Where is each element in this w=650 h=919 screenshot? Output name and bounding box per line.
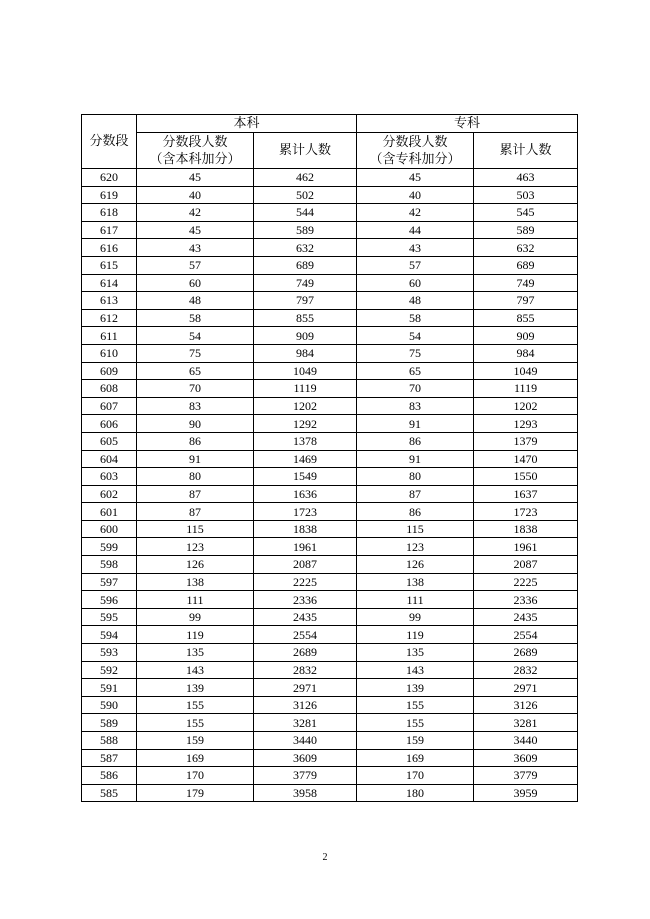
undergrad-cumulative-cell: 1202 <box>254 397 357 415</box>
undergrad-count-header-line2: （含本科加分） <box>149 151 241 167</box>
vocational-header: 专科 <box>357 115 578 133</box>
vocational-count-cell: 86 <box>357 503 474 521</box>
vocational-count-header <box>357 133 474 169</box>
vocational-count-cell: 91 <box>357 415 474 433</box>
score-cell: 618 <box>82 204 137 222</box>
undergrad-count-header-line1: 分数段人数 <box>162 134 228 150</box>
undergrad-cumulative-cell: 3281 <box>254 714 357 732</box>
undergrad-cumulative-cell: 855 <box>254 309 357 327</box>
table-row <box>82 679 578 697</box>
table-row <box>82 204 578 222</box>
score-cell: 617 <box>82 221 137 239</box>
vocational-cumulative-cell: 3440 <box>474 732 578 750</box>
undergrad-count-cell: 65 <box>137 362 254 380</box>
undergrad-count-cell: 45 <box>137 221 254 239</box>
vocational-count-cell: 155 <box>357 714 474 732</box>
vocational-cumulative-cell: 1637 <box>474 485 578 503</box>
vocational-count-cell: 180 <box>357 784 474 802</box>
vocational-count-cell: 86 <box>357 432 474 450</box>
vocational-count-cell: 99 <box>357 608 474 626</box>
score-cell: 619 <box>82 186 137 204</box>
vocational-cumulative-header: 累计人数 <box>474 133 578 169</box>
undergrad-count-cell: 111 <box>137 591 254 609</box>
score-cell: 611 <box>82 327 137 345</box>
vocational-cumulative-cell: 3281 <box>474 714 578 732</box>
vocational-cumulative-cell: 1202 <box>474 397 578 415</box>
table-row <box>82 644 578 662</box>
vocational-cumulative-cell: 1838 <box>474 520 578 538</box>
undergrad-count-cell: 170 <box>137 767 254 785</box>
table-row <box>82 256 578 274</box>
undergrad-cumulative-cell: 589 <box>254 221 357 239</box>
table-row <box>82 309 578 327</box>
undergrad-cumulative-cell: 3779 <box>254 767 357 785</box>
table-body <box>82 169 578 802</box>
undergrad-count-cell: 155 <box>137 696 254 714</box>
vocational-count-cell: 159 <box>357 732 474 750</box>
score-cell: 604 <box>82 450 137 468</box>
vocational-cumulative-cell: 2087 <box>474 556 578 574</box>
vocational-cumulative-cell: 1049 <box>474 362 578 380</box>
undergrad-count-cell: 60 <box>137 274 254 292</box>
vocational-cumulative-cell: 1723 <box>474 503 578 521</box>
score-cell: 612 <box>82 309 137 327</box>
score-cell: 620 <box>82 169 137 187</box>
table-row <box>82 503 578 521</box>
undergrad-count-cell: 54 <box>137 327 254 345</box>
undergrad-cumulative-cell: 1549 <box>254 468 357 486</box>
score-cell: 613 <box>82 292 137 310</box>
score-cell: 594 <box>82 626 137 644</box>
undergrad-cumulative-cell: 502 <box>254 186 357 204</box>
vocational-count-cell: 60 <box>357 274 474 292</box>
table-row <box>82 344 578 362</box>
table-row <box>82 380 578 398</box>
score-cell: 616 <box>82 239 137 257</box>
vocational-cumulative-cell: 2336 <box>474 591 578 609</box>
undergrad-cumulative-cell: 1636 <box>254 485 357 503</box>
score-cell: 608 <box>82 380 137 398</box>
vocational-cumulative-cell: 2554 <box>474 626 578 644</box>
undergrad-count-cell: 179 <box>137 784 254 802</box>
undergrad-header: 本科 <box>137 115 357 133</box>
undergrad-count-cell: 83 <box>137 397 254 415</box>
undergrad-cumulative-cell: 1723 <box>254 503 357 521</box>
undergrad-count-cell: 43 <box>137 239 254 257</box>
score-cell: 593 <box>82 644 137 662</box>
vocational-count-cell: 119 <box>357 626 474 644</box>
undergrad-count-cell: 159 <box>137 732 254 750</box>
vocational-count-cell: 42 <box>357 204 474 222</box>
score-cell: 592 <box>82 661 137 679</box>
vocational-count-cell: 139 <box>357 679 474 697</box>
vocational-cumulative-cell: 2971 <box>474 679 578 697</box>
undergrad-cumulative-cell: 3958 <box>254 784 357 802</box>
table-row <box>82 538 578 556</box>
table-row <box>82 169 578 187</box>
score-cell: 606 <box>82 415 137 433</box>
vocational-count-cell: 169 <box>357 749 474 767</box>
vocational-count-cell: 138 <box>357 573 474 591</box>
table-row <box>82 485 578 503</box>
vocational-cumulative-cell: 855 <box>474 309 578 327</box>
vocational-count-cell: 65 <box>357 362 474 380</box>
table-row <box>82 591 578 609</box>
vocational-count-cell: 170 <box>357 767 474 785</box>
vocational-count-cell: 91 <box>357 450 474 468</box>
undergrad-count-cell: 91 <box>137 450 254 468</box>
undergrad-count-cell: 90 <box>137 415 254 433</box>
vocational-count-cell: 70 <box>357 380 474 398</box>
vocational-cumulative-cell: 2225 <box>474 573 578 591</box>
vocational-count-cell: 44 <box>357 221 474 239</box>
vocational-cumulative-cell: 3609 <box>474 749 578 767</box>
vocational-count-cell: 43 <box>357 239 474 257</box>
undergrad-cumulative-cell: 2971 <box>254 679 357 697</box>
table-row <box>82 432 578 450</box>
score-cell: 603 <box>82 468 137 486</box>
score-cell: 609 <box>82 362 137 380</box>
vocational-count-cell: 115 <box>357 520 474 538</box>
undergrad-cumulative-cell: 1961 <box>254 538 357 556</box>
vocational-cumulative-cell: 909 <box>474 327 578 345</box>
undergrad-cumulative-cell: 1378 <box>254 432 357 450</box>
undergrad-count-cell: 48 <box>137 292 254 310</box>
table-row <box>82 767 578 785</box>
table-row <box>82 221 578 239</box>
undergrad-count-cell: 119 <box>137 626 254 644</box>
undergrad-cumulative-cell: 1049 <box>254 362 357 380</box>
table-row <box>82 520 578 538</box>
vocational-count-cell: 57 <box>357 256 474 274</box>
score-cell: 587 <box>82 749 137 767</box>
score-cell: 600 <box>82 520 137 538</box>
undergrad-cumulative-cell: 1292 <box>254 415 357 433</box>
vocational-cumulative-cell: 797 <box>474 292 578 310</box>
table-row <box>82 327 578 345</box>
undergrad-cumulative-cell: 2435 <box>254 608 357 626</box>
header-group-row <box>82 115 578 133</box>
table-row <box>82 274 578 292</box>
undergrad-cumulative-cell: 984 <box>254 344 357 362</box>
undergrad-cumulative-cell: 749 <box>254 274 357 292</box>
undergrad-cumulative-cell: 2554 <box>254 626 357 644</box>
score-cell: 598 <box>82 556 137 574</box>
undergrad-cumulative-cell: 1119 <box>254 380 357 398</box>
score-cell: 585 <box>82 784 137 802</box>
score-cell: 599 <box>82 538 137 556</box>
vocational-count-cell: 143 <box>357 661 474 679</box>
score-cell: 605 <box>82 432 137 450</box>
undergrad-count-cell: 45 <box>137 169 254 187</box>
vocational-cumulative-cell: 1119 <box>474 380 578 398</box>
vocational-count-cell: 48 <box>357 292 474 310</box>
score-distribution-table <box>81 114 578 802</box>
page-number: 2 <box>322 852 328 863</box>
undergrad-count-cell: 169 <box>137 749 254 767</box>
undergrad-cumulative-header: 累计人数 <box>254 133 357 169</box>
undergrad-count-cell: 138 <box>137 573 254 591</box>
vocational-count-cell: 111 <box>357 591 474 609</box>
table-row <box>82 608 578 626</box>
vocational-cumulative-cell: 2435 <box>474 608 578 626</box>
undergrad-cumulative-cell: 462 <box>254 169 357 187</box>
score-cell: 595 <box>82 608 137 626</box>
undergrad-cumulative-cell: 2832 <box>254 661 357 679</box>
vocational-cumulative-cell: 689 <box>474 256 578 274</box>
vocational-cumulative-cell: 2832 <box>474 661 578 679</box>
undergrad-cumulative-cell: 3126 <box>254 696 357 714</box>
table-row <box>82 626 578 644</box>
table-row <box>82 661 578 679</box>
table-row <box>82 468 578 486</box>
vocational-cumulative-cell: 1550 <box>474 468 578 486</box>
undergrad-cumulative-cell: 544 <box>254 204 357 222</box>
undergrad-count-cell: 42 <box>137 204 254 222</box>
undergrad-cumulative-cell: 689 <box>254 256 357 274</box>
vocational-count-cell: 58 <box>357 309 474 327</box>
vocational-cumulative-cell: 545 <box>474 204 578 222</box>
undergrad-count-cell: 87 <box>137 503 254 521</box>
table-row <box>82 292 578 310</box>
undergrad-cumulative-cell: 909 <box>254 327 357 345</box>
vocational-cumulative-cell: 1293 <box>474 415 578 433</box>
undergrad-count-cell: 40 <box>137 186 254 204</box>
vocational-count-cell: 45 <box>357 169 474 187</box>
table-row <box>82 749 578 767</box>
score-cell: 615 <box>82 256 137 274</box>
vocational-count-cell: 87 <box>357 485 474 503</box>
table-row <box>82 415 578 433</box>
score-cell: 590 <box>82 696 137 714</box>
table-row <box>82 573 578 591</box>
score-cell: 614 <box>82 274 137 292</box>
vocational-count-cell: 75 <box>357 344 474 362</box>
vocational-cumulative-cell: 589 <box>474 221 578 239</box>
undergrad-count-cell: 87 <box>137 485 254 503</box>
table-row <box>82 186 578 204</box>
undergrad-count-cell: 143 <box>137 661 254 679</box>
score-cell: 601 <box>82 503 137 521</box>
undergrad-cumulative-cell: 3440 <box>254 732 357 750</box>
vocational-count-cell: 155 <box>357 696 474 714</box>
undergrad-count-cell: 115 <box>137 520 254 538</box>
undergrad-cumulative-cell: 1838 <box>254 520 357 538</box>
vocational-cumulative-cell: 3959 <box>474 784 578 802</box>
vocational-count-header-line1: 分数段人数 <box>382 134 448 150</box>
header-sub-row <box>82 133 578 169</box>
undergrad-cumulative-cell: 3609 <box>254 749 357 767</box>
vocational-cumulative-cell: 749 <box>474 274 578 292</box>
vocational-cumulative-cell: 503 <box>474 186 578 204</box>
score-cell: 596 <box>82 591 137 609</box>
vocational-cumulative-cell: 1470 <box>474 450 578 468</box>
undergrad-count-header <box>137 133 254 169</box>
score-cell: 586 <box>82 767 137 785</box>
undergrad-count-cell: 75 <box>137 344 254 362</box>
undergrad-cumulative-cell: 2087 <box>254 556 357 574</box>
vocational-cumulative-cell: 463 <box>474 169 578 187</box>
score-cell: 607 <box>82 397 137 415</box>
table-row <box>82 556 578 574</box>
undergrad-count-cell: 86 <box>137 432 254 450</box>
score-cell: 588 <box>82 732 137 750</box>
undergrad-cumulative-cell: 2689 <box>254 644 357 662</box>
score-cell: 597 <box>82 573 137 591</box>
vocational-count-cell: 54 <box>357 327 474 345</box>
table-row <box>82 397 578 415</box>
undergrad-cumulative-cell: 2225 <box>254 573 357 591</box>
vocational-count-cell: 126 <box>357 556 474 574</box>
table-row <box>82 450 578 468</box>
table-row <box>82 362 578 380</box>
undergrad-cumulative-cell: 2336 <box>254 591 357 609</box>
table-row <box>82 714 578 732</box>
vocational-cumulative-cell: 3779 <box>474 767 578 785</box>
vocational-count-cell: 80 <box>357 468 474 486</box>
vocational-count-cell: 123 <box>357 538 474 556</box>
undergrad-count-cell: 123 <box>137 538 254 556</box>
vocational-cumulative-cell: 2689 <box>474 644 578 662</box>
score-cell: 589 <box>82 714 137 732</box>
vocational-count-cell: 83 <box>357 397 474 415</box>
vocational-cumulative-cell: 1379 <box>474 432 578 450</box>
undergrad-count-cell: 58 <box>137 309 254 327</box>
undergrad-count-cell: 135 <box>137 644 254 662</box>
score-cell: 610 <box>82 344 137 362</box>
undergrad-cumulative-cell: 1469 <box>254 450 357 468</box>
vocational-cumulative-cell: 984 <box>474 344 578 362</box>
undergrad-cumulative-cell: 632 <box>254 239 357 257</box>
undergrad-cumulative-cell: 797 <box>254 292 357 310</box>
vocational-count-cell: 40 <box>357 186 474 204</box>
score-segment-header: 分数段 <box>82 115 137 169</box>
vocational-count-cell: 135 <box>357 644 474 662</box>
undergrad-count-cell: 155 <box>137 714 254 732</box>
undergrad-count-cell: 57 <box>137 256 254 274</box>
vocational-cumulative-cell: 3126 <box>474 696 578 714</box>
table-row <box>82 784 578 802</box>
score-cell: 591 <box>82 679 137 697</box>
table-row <box>82 239 578 257</box>
undergrad-count-cell: 139 <box>137 679 254 697</box>
undergrad-count-cell: 70 <box>137 380 254 398</box>
table-row <box>82 696 578 714</box>
vocational-cumulative-cell: 1961 <box>474 538 578 556</box>
undergrad-count-cell: 99 <box>137 608 254 626</box>
score-cell: 602 <box>82 485 137 503</box>
undergrad-count-cell: 80 <box>137 468 254 486</box>
vocational-count-header-line2: （含专科加分） <box>369 151 461 167</box>
undergrad-count-cell: 126 <box>137 556 254 574</box>
table-row <box>82 732 578 750</box>
vocational-cumulative-cell: 632 <box>474 239 578 257</box>
